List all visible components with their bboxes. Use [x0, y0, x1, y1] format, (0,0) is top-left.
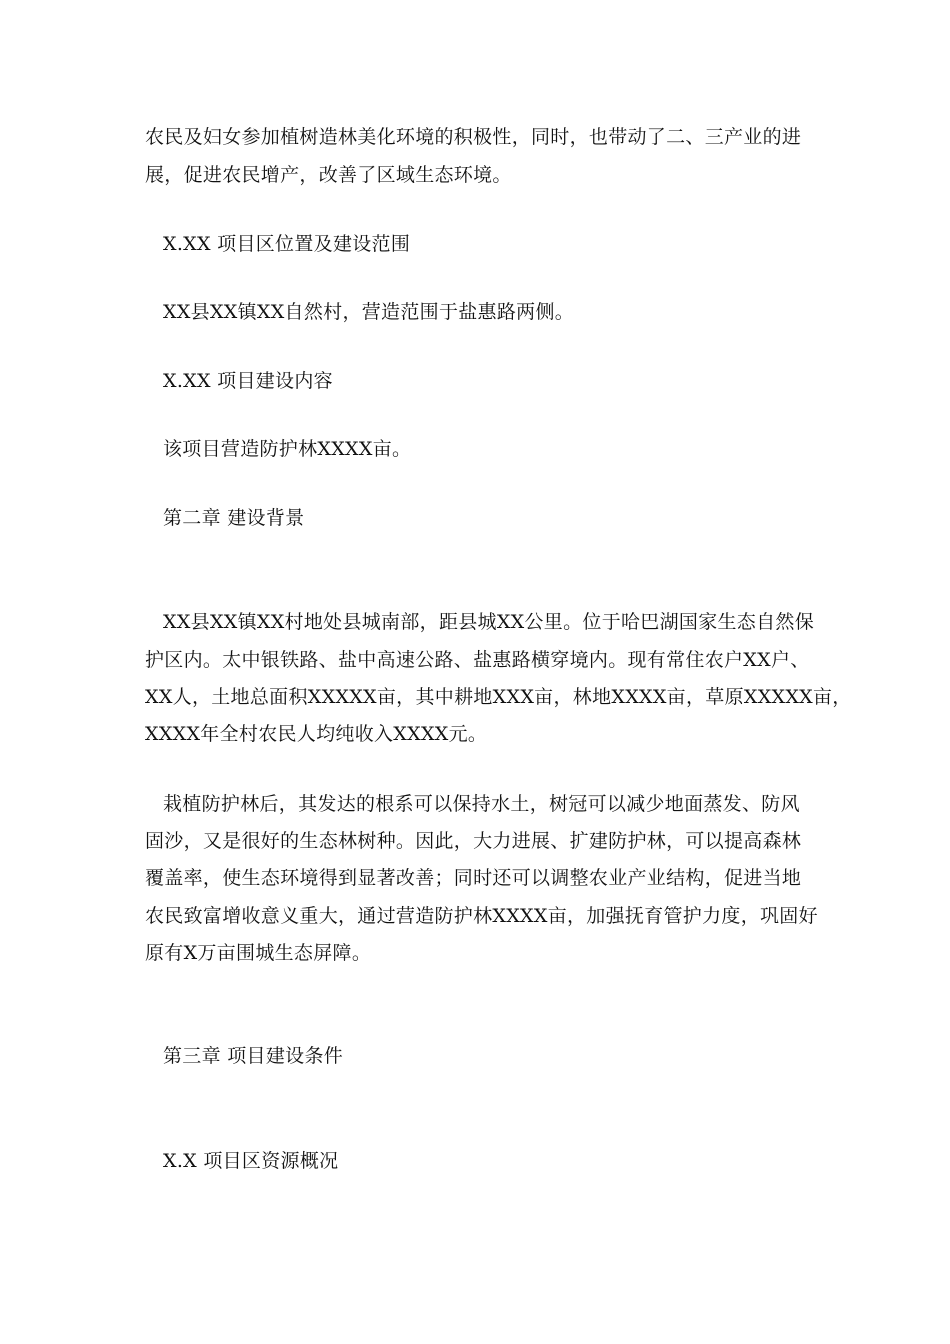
chapter-two-paragraph-1-line-1: XX县XX镇XX村地处县城南部，距县城XX公里。位于哈巴湖国家生态自然保: [163, 611, 815, 633]
chapter-two-paragraph-1-line-3: XX人，土地总面积XXXXX亩，其中耕地XXX亩，林地XXXX亩，草原XXXXX亩，: [145, 686, 852, 708]
section-location-body: XX县XX镇XX自然村，营造范围于盐惠路两侧。: [163, 301, 575, 323]
chapter-two-paragraph-2-line-4: 农民致富增收意义重大，通过营造防护林XXXX亩，加强抚育管护力度，巩固好: [145, 905, 818, 927]
intro-line-2: 展，促进农民增产，改善了区域生态环境。: [145, 164, 512, 186]
chapter-two-title: 第二章 建设背景: [163, 507, 305, 529]
section-content-heading: X.XX 项目建设内容: [163, 370, 333, 392]
chapter-two-paragraph-2-line-3: 覆盖率，使生态环境得到显著改善；同时还可以调整农业产业结构，促进当地: [145, 867, 802, 889]
section-content-body: 该项目营造防护林XXXX亩。: [163, 438, 412, 460]
chapter-three-title: 第三章 项目建设条件: [163, 1045, 344, 1067]
chapter-two-paragraph-2-line-2: 固沙，又是很好的生态林树种。因此，大力进展、扩建防护林，可以提高森林: [145, 830, 802, 852]
chapter-two-paragraph-1-line-4: XXXX年全村农民人均纯收入XXXX元。: [145, 723, 488, 745]
chapter-three-subsection-heading: X.X 项目区资源概况: [163, 1150, 339, 1172]
intro-line-1: 农民及妇女参加植树造林美化环境的积极性，同时，也带动了二、三产业的进: [145, 126, 802, 148]
section-location-heading: X.XX 项目区位置及建设范围: [163, 233, 411, 255]
chapter-two-paragraph-2-line-1: 栽植防护林后，其发达的根系可以保持水土，树冠可以减少地面蒸发、防风: [163, 793, 800, 815]
chapter-two-paragraph-1-line-2: 护区内。太中银铁路、盐中高速公路、盐惠路横穿境内。现有常住农户XX户、: [145, 649, 810, 671]
chapter-two-paragraph-2-line-5: 原有X万亩围城生态屏障。: [145, 942, 372, 964]
